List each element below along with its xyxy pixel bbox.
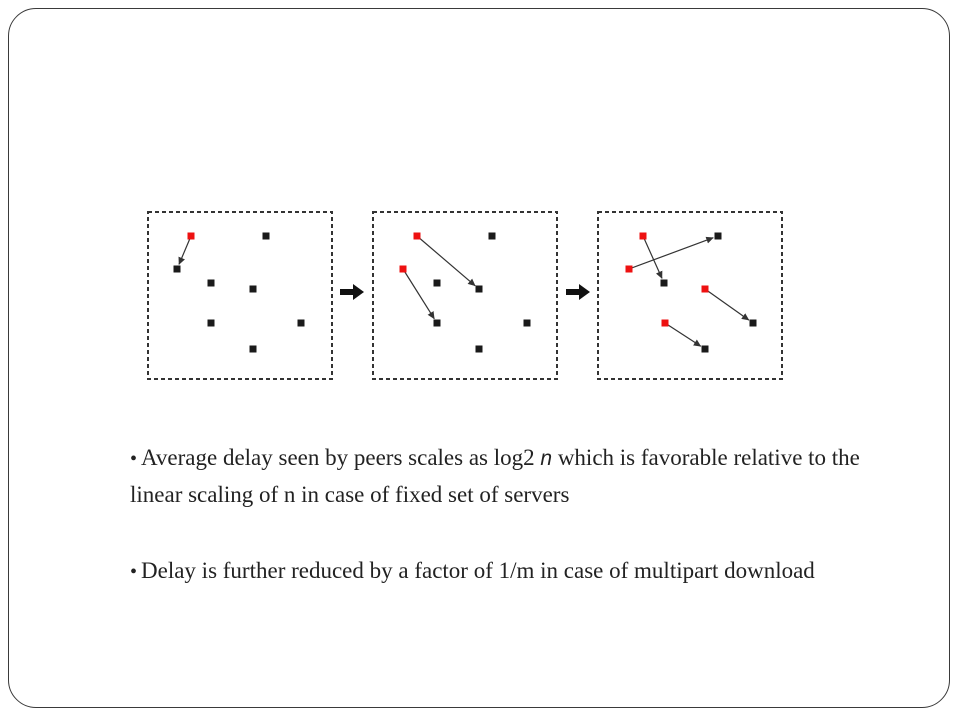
- transition-arrow-1: [340, 284, 364, 300]
- bullet-dot: •: [130, 448, 138, 470]
- peer-node-black: [715, 233, 722, 240]
- bullet-2-text: Delay is further reduced by a factor of 1/m in case of multipart download: [141, 558, 815, 583]
- peer-node-red: [702, 286, 709, 293]
- bullet-1-italic-n: n: [540, 447, 553, 470]
- peer-node-red: [414, 233, 421, 240]
- peer-node-black: [208, 280, 215, 287]
- edge-arrow: [629, 238, 713, 269]
- diagram-panel-2: [373, 212, 557, 379]
- peer-node-black: [298, 320, 305, 327]
- diagram-panel-3: [598, 212, 782, 379]
- edge-arrow: [417, 236, 475, 286]
- peer-node-red: [626, 266, 633, 273]
- transition-arrow-2: [566, 284, 590, 300]
- bullet-1-text-pre: Average delay seen by peers scales as log2: [141, 445, 541, 470]
- panel-border: [148, 212, 332, 379]
- peer-node-black: [750, 320, 757, 327]
- peer-node-red: [640, 233, 647, 240]
- diagram-panel-1: [148, 212, 332, 379]
- peer-node-black: [250, 346, 257, 353]
- edge-arrow: [665, 323, 701, 346]
- peer-node-black: [489, 233, 496, 240]
- edge-arrow: [705, 289, 749, 320]
- peer-node-black: [263, 233, 270, 240]
- peer-node-red: [400, 266, 407, 273]
- panel-border: [373, 212, 557, 379]
- peer-node-red: [662, 320, 669, 327]
- peer-node-black: [250, 286, 257, 293]
- panel-border: [598, 212, 782, 379]
- edge-arrow: [179, 236, 191, 264]
- peer-node-black: [434, 320, 441, 327]
- peer-node-black: [174, 266, 181, 273]
- peer-node-black: [476, 346, 483, 353]
- bullet-2: [130, 553, 870, 590]
- bullet-dot: •: [130, 561, 138, 583]
- peer-node-black: [524, 320, 531, 327]
- peer-node-black: [208, 320, 215, 327]
- bullet-1-text-post: which is favorable relative to the linear scaling of n in case of fixed set of servers: [130, 445, 860, 507]
- peer-node-black: [434, 280, 441, 287]
- bullet-1: [130, 440, 870, 513]
- peer-node-red: [188, 233, 195, 240]
- peer-node-black: [661, 280, 668, 287]
- peer-node-black: [476, 286, 483, 293]
- edge-arrow: [403, 269, 434, 319]
- peer-node-black: [702, 346, 709, 353]
